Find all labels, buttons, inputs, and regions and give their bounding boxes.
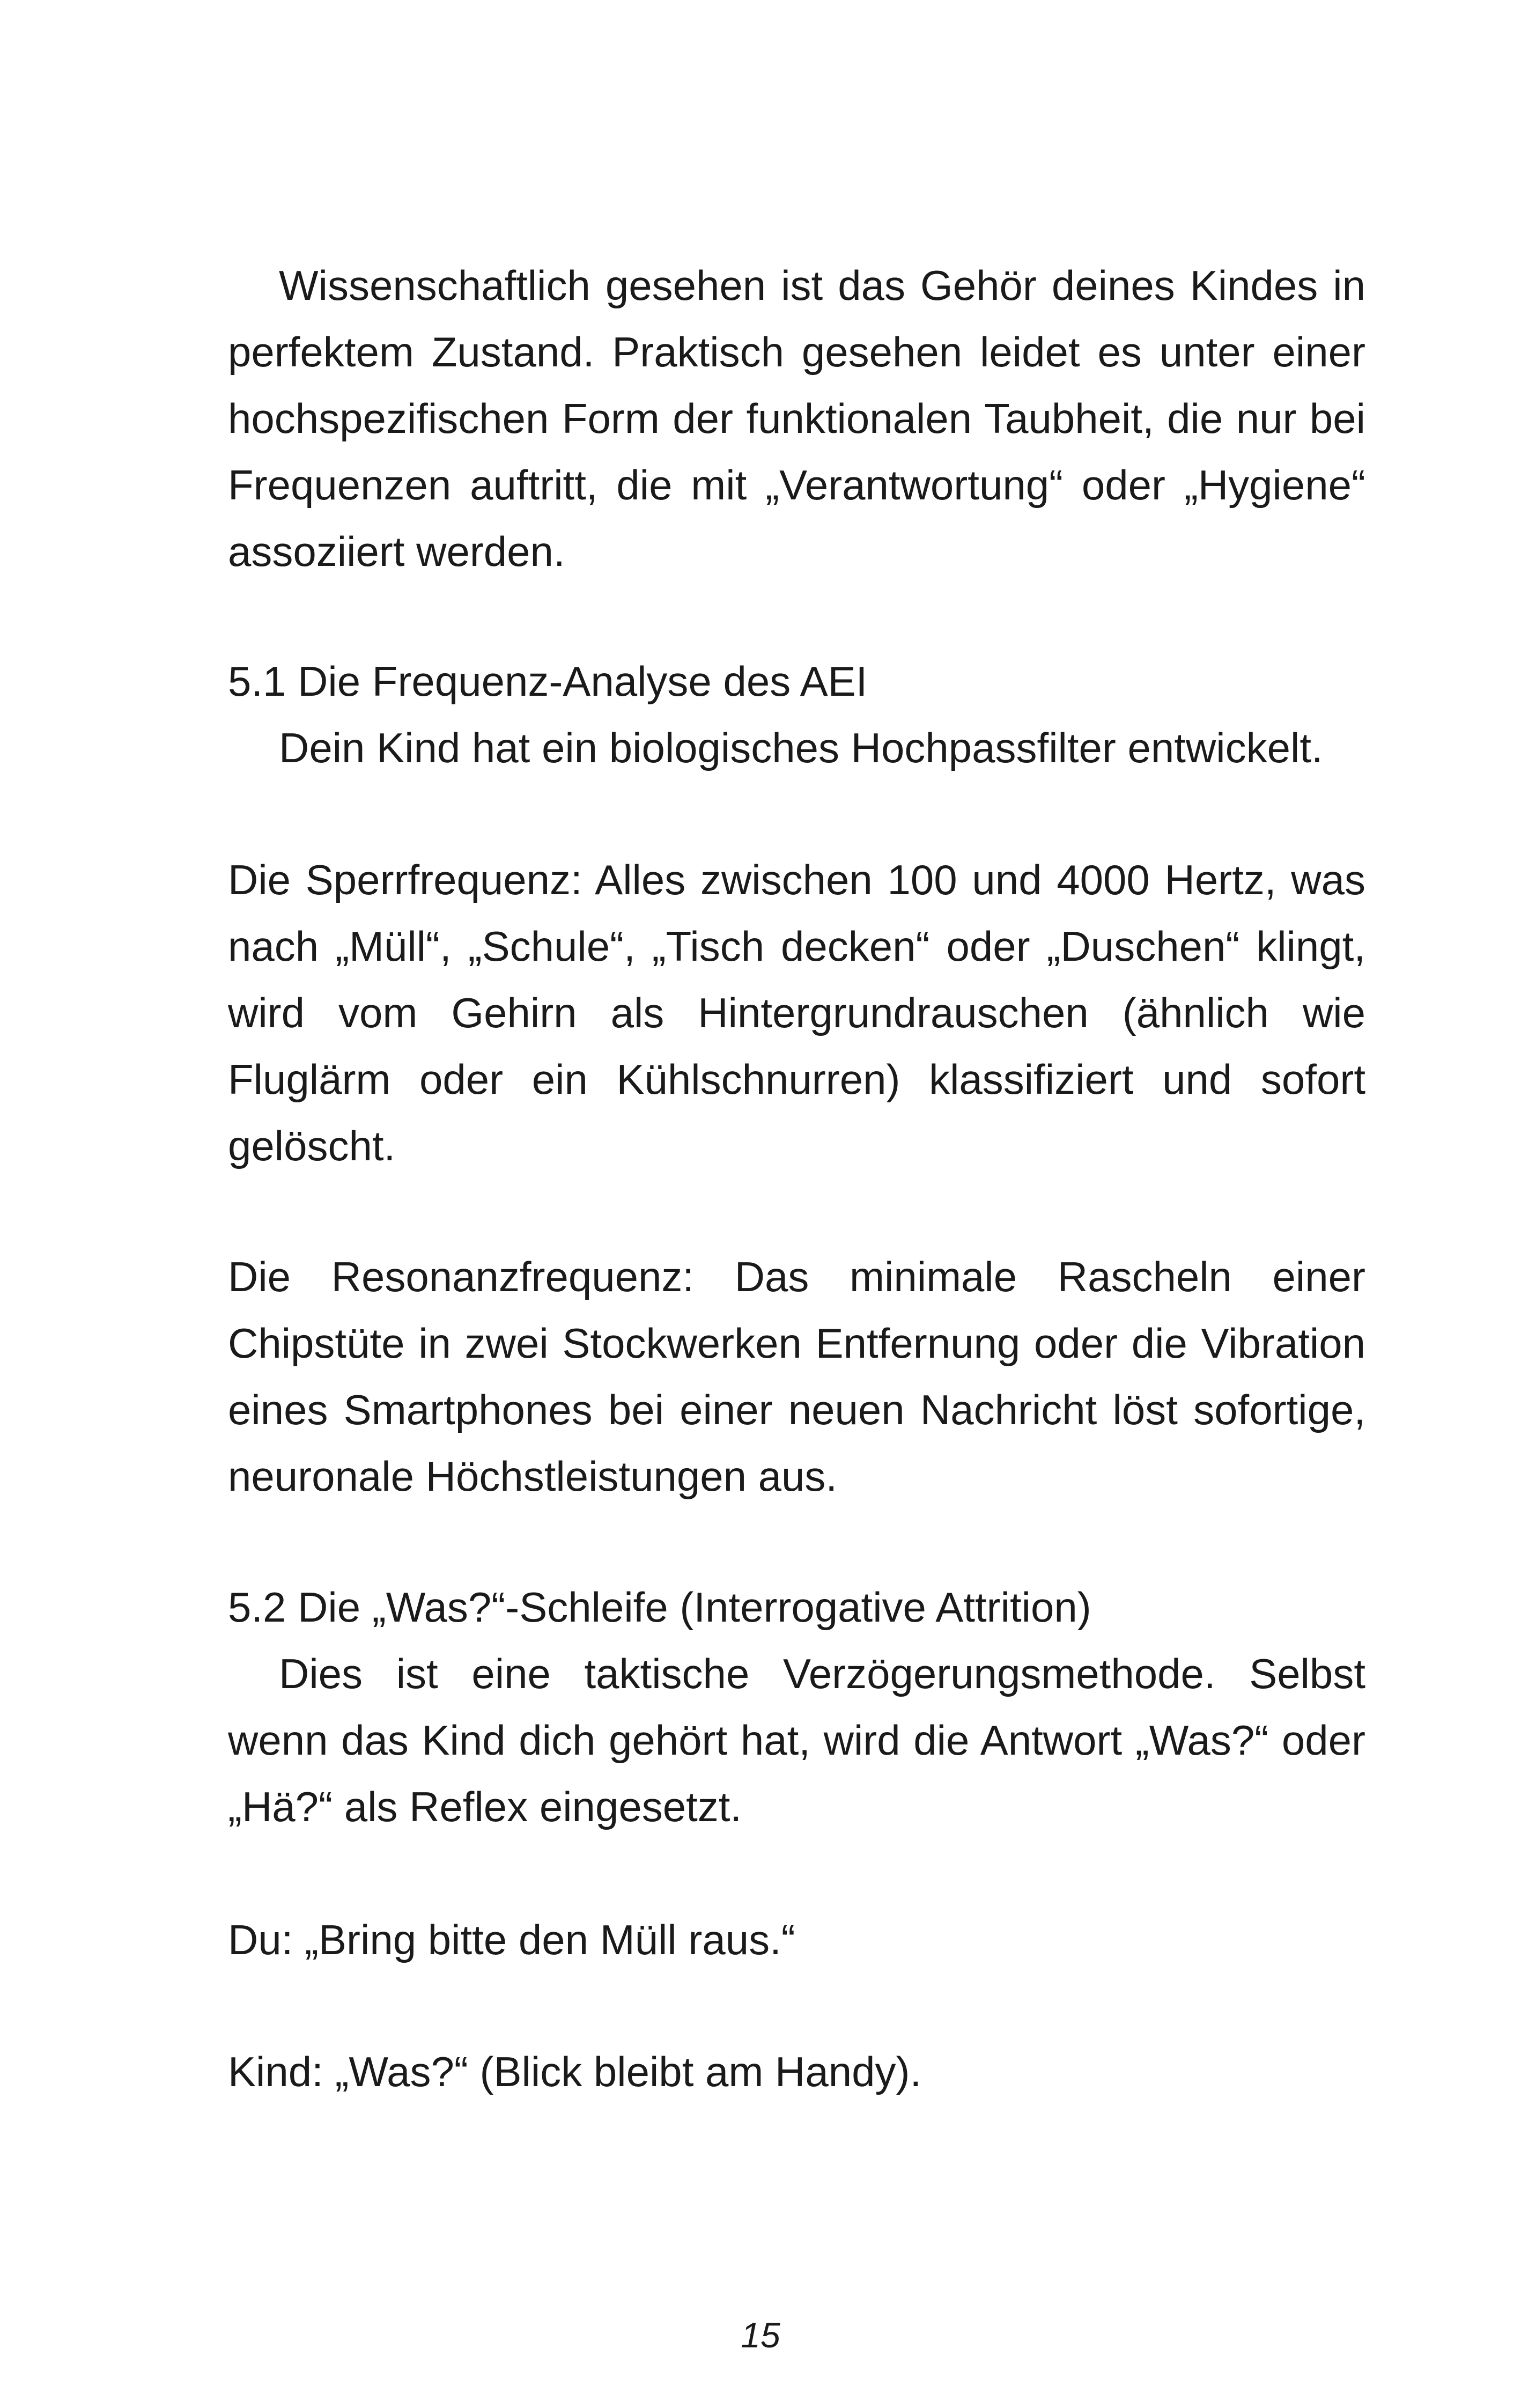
section-5-2-paragraph: Dies ist eine taktische Verzögerungsmethode. Selbst wenn das Kind dich gehört hat, wird die Antwort „Was?“ oder „Hä?“ als Reflex eingesetzt. (228, 1650, 1365, 1830)
section-5-1-paragraph: Dein Kind hat ein biologisches Hochpassfilter entwickelt. (279, 724, 1323, 771)
page-number: 15 (741, 2315, 780, 2355)
sperrfrequenz-paragraph: Die Sperrfrequenz: Alles zwischen 100 und 4000 Hertz, was nach „Müll“, „Schule“, „Tisch decken“ oder „Duschen“ klingt, wird vom Gehirn als Hintergrundrauschen (ähnlich wie Fluglärm oder ein Kühlschnurren) klassifiziert und sofort gelöscht. (228, 856, 1365, 1169)
dialog-child-line: Kind: „Was?“ (Blick bleibt am Handy). (228, 2048, 922, 2095)
resonanzfrequenz-paragraph: Die Resonanzfrequenz: Das minimale Rascheln einer Chipstüte in zwei Stockwerken Entfernung oder die Vibration eines Smartphones bei einer neuen Nachricht löst sofortige, neuronale Höchstleistungen aus. (228, 1253, 1365, 1500)
intro-paragraph: Wissenschaftlich gesehen ist das Gehör deines Kindes in perfektem Zustand. Praktisch gesehen leidet es unter einer hochspezifischen Form der funktionalen Taubheit, die nur bei Frequenzen auftritt, die mit „Verantwortung“ oder „Hygiene“ assoziiert werden. (228, 262, 1365, 575)
section-5-2-heading: 5.2 Die „Was?“-Schleife (Interrogative Attrition) (228, 1584, 1091, 1631)
dialog-parent-line: Du: „Bring bitte den Müll raus.“ (228, 1916, 795, 1963)
section-5-1-heading: 5.1 Die Frequenz-Analyse des AEI (228, 658, 868, 705)
